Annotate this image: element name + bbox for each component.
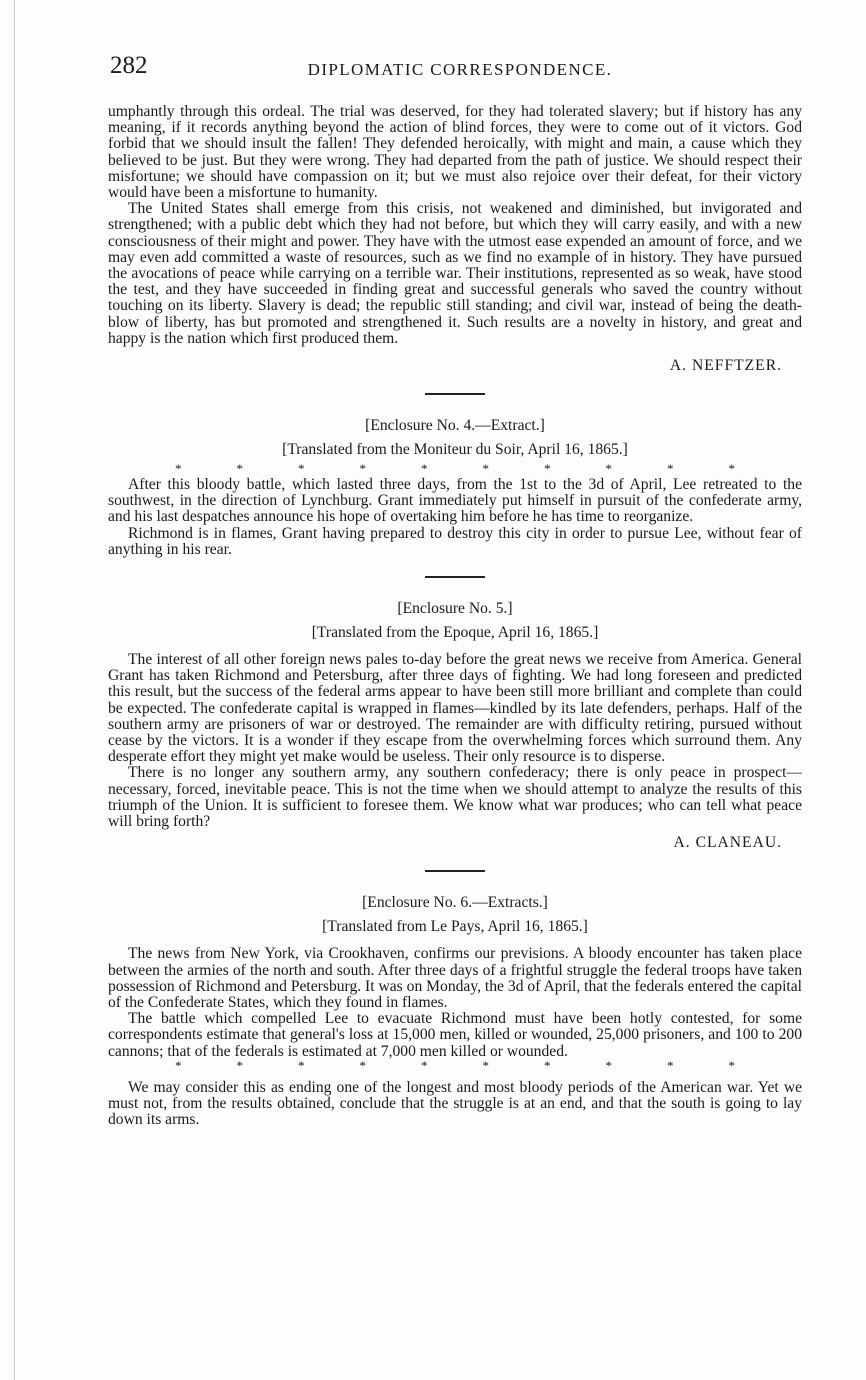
body-paragraph: The battle which compelled Lee to evacuate Richmond must have been hotly contested, for some correspondents estimate that general's loss at 15,000 men, killed or wounded, 25,000 prisoners, and 100 to 200 cannons; that of the federals is estimated at 7,000 men killed or wounded. bbox=[108, 1010, 802, 1060]
star: * bbox=[728, 1057, 735, 1073]
star: * bbox=[298, 1057, 305, 1073]
page-edge-line bbox=[14, 0, 15, 1380]
running-head: DIPLOMATIC CORRESPONDENCE. bbox=[307, 60, 613, 79]
body-paragraph: We may consider this as ending one of the longest and most bloody periods of the American war. Yet we must not, from the results obtained, conclude that the struggle is at an end, and that the south is going to lay down its arms. bbox=[108, 1078, 802, 1129]
section-divider bbox=[425, 576, 485, 578]
star: * bbox=[236, 461, 243, 477]
enclosure-title: [Enclosure No. 4.—Extract.] bbox=[365, 417, 545, 435]
signature: A. NEFFTZER. bbox=[669, 357, 782, 375]
body-paragraph: There is no longer any southern army, any southern confederacy; there is only peace in prospect—necessary, forced, inevitable peace. This is not the time when we should attempt to analyze the results of this triumph of the Union. It is sufficient to foresee them. We know what war produces; who can tell what peace will bring forth? bbox=[108, 764, 802, 831]
star: * bbox=[359, 461, 366, 477]
page-number: 282 bbox=[110, 52, 148, 79]
ellipsis-stars bbox=[175, 1057, 735, 1073]
star: * bbox=[421, 1057, 428, 1073]
section-divider bbox=[425, 393, 485, 395]
star: * bbox=[236, 1057, 243, 1073]
page-body bbox=[108, 104, 802, 1128]
star: * bbox=[175, 461, 182, 477]
translation-source: [Translated from Le Pays, April 16, 1865.] bbox=[322, 918, 588, 936]
star: * bbox=[421, 461, 428, 477]
ellipsis-stars bbox=[175, 463, 735, 475]
signature: A. CLANEAU. bbox=[673, 834, 782, 852]
star: * bbox=[544, 461, 551, 477]
star: * bbox=[667, 461, 674, 477]
star: * bbox=[175, 1057, 182, 1073]
star: * bbox=[605, 461, 612, 477]
page-header bbox=[110, 52, 810, 86]
body-paragraph: umphantly through this ordeal. The trial was deserved, for they had tolerated slavery; but if history has any meaning, if it records anything beyond the action of blind forces, they were to come out of it victors. God forbid that we should insult the fallen! They defended heroically, with might and main, a cause which they believed to be just. But they were wrong. They had departed from the path of justice. We should respect their misfortune; we should have compassion on it; but we must also rejoice over their defeat, for their victory would have been a misfortune to humanity. bbox=[108, 103, 802, 202]
body-paragraph: The news from New York, via Crookhaven, confirms our previsions. A bloody encounter has taken place between the armies of the north and south. After three days of a frightful struggle the federal troops have taken possession of Richmond and Petersburg. It was on Monday, the 3d of April, that the federals entered the capital of the Confederate States, which they found in flames. bbox=[108, 945, 802, 1011]
star: * bbox=[667, 1057, 674, 1073]
star: * bbox=[605, 1057, 612, 1073]
star: * bbox=[482, 461, 489, 477]
section-divider bbox=[425, 870, 485, 872]
star: * bbox=[298, 461, 305, 477]
star: * bbox=[728, 461, 735, 477]
body-paragraph: After this bloody battle, which lasted three days, from the 1st to the 3d of April, Lee retreated to the southwest, in the direction of Lynchburg. Grant immediately put himself in pursuit of the confederate army, and his last despatches announce his hope of overtaking him before he has time to reorganize. bbox=[108, 476, 802, 526]
star: * bbox=[359, 1057, 366, 1073]
star: * bbox=[544, 1057, 551, 1073]
body-paragraph: The interest of all other foreign news pales to-day before the great news we receive from America. General Grant has taken Richmond and Petersburg, after three days of fighting. We had long foreseen and predicted this result, but the success of the federal arms appear to have been still more brilliant and complete than could be expected. The confederate capital is wrapped in flames—kindled by its late defenders, perhaps. Half of the southern army are prisoners of war or destroyed. The remainder are with difficulty retiring, pursued without cease by the victors. It is a wonder if they escape from the overwhelming forces which surround them. Any desperate effort they might yet make would be useless. Their only resource is to disperse. bbox=[108, 651, 802, 766]
body-paragraph: Richmond is in flames, Grant having prepared to destroy this city in order to pursue Lee, without fear of anything in his rear. bbox=[108, 524, 802, 558]
translation-source: [Translated from the Moniteur du Soir, April 16, 1865.] bbox=[282, 441, 628, 459]
star: * bbox=[482, 1057, 489, 1073]
enclosure-title: [Enclosure No. 5.] bbox=[397, 600, 513, 618]
body-paragraph: The United States shall emerge from this crisis, not weakened and diminished, but invigorated and strengthened; with a public debt which they had not before, but which they will carry easily, and with a new consciousness of their might and power. They have with the utmost ease expended an amount of force, and we may even add committed a waste of resources, such as we find no example of in history. They have pursued the avocations of peace while carrying on a terrible war. Their institutions, represented as so weak, have stood the test, and they have succeeded in finding great and successful generals who saved the country without touching on its liberty. Slavery is dead; the republic still standing; and civil war, instead of being the death-blow of liberty, has but promoted and strengthened it. Such results are a novelty in history, and great and happy is the nation which first produced them. bbox=[108, 200, 802, 347]
translation-source: [Translated from the Epoque, April 16, 1865.] bbox=[311, 624, 599, 642]
enclosure-title: [Enclosure No. 6.—Extracts.] bbox=[362, 894, 548, 912]
